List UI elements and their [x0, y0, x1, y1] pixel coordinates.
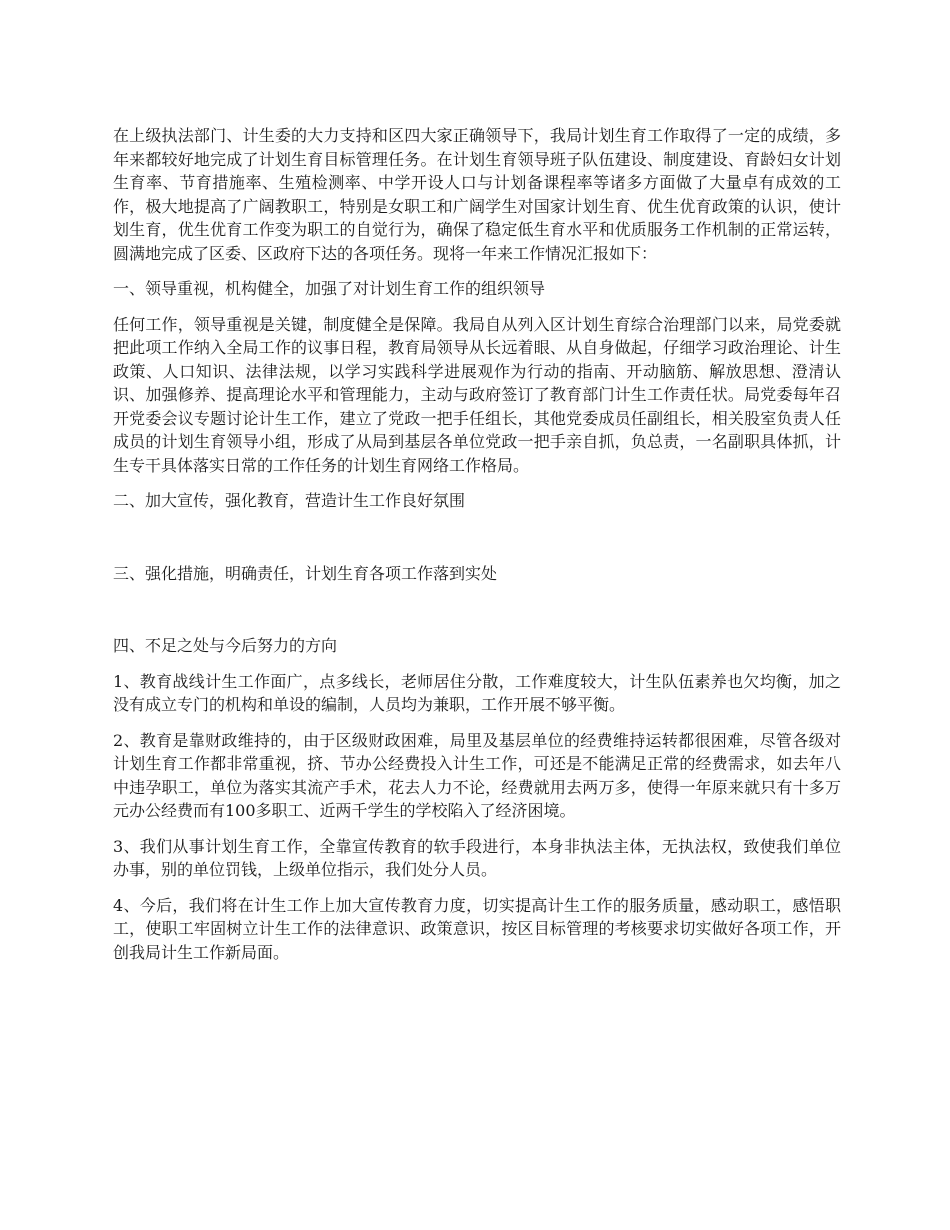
intro-paragraph: 在上级执法部门、计生委的大力支持和区四大家正确领导下，我局计划生育工作取得了一定的成绩，多年来都较好地完成了计划生育目标管理任务。在计划生育领导班子队伍建设、制度建设、育龄妇女计划生育率、节育措施率、生殖检测率、中学开设人口与计划备课程率等诸多方面做了大量卓有成效的工作，极大地提高了广阔教职工，特别是女职工和广阔学生对国家计划生育、优生优育政策的认识，使计划生育，优生优育工作变为职工的自觉行为，确保了稳定低生育水平和优质服务工作机制的正常运转，圆满地完成了区委、区政府下达的各项任务。现将一年来工作情况汇报如下： [113, 126, 841, 263]
section-1-paragraph: 任何工作，领导重视是关键，制度健全是保障。我局自从列入区计划生育综合治理部门以来，局党委就把此项工作纳入全局工作的议事日程，教育局领导从长远着眼、从自身做起，仔细学习政治理论、计生政策、人口知识、法律法规，以学习实践科学进展观作为行动的指南、开动脑筋、解放思想、澄清认识、加强修养、提高理论水平和管理能力，主动与政府签订了教育部门计生工作责任状。局党委每年召开党委会议专题讨论计生工作，建立了党政一把手任组长，其他党委成员任副组长，相关股室负责人任成员的计划生育领导小组，形成了从局到基层各单位党政一把手亲自抓，负总责，一名副职具体抓，计生专干具体落实日常的工作任务的计划生育网络工作格局。 [113, 314, 841, 475]
section-4-item-3: 3、我们从事计划生育工作，全靠宣传教育的软手段进行，本身非执法主体，无执法权，致使我们单位办事，别的单位罚钱，上级单位指示，我们处分人员。 [113, 836, 841, 879]
section-1-heading: 一、领导重视，机构健全，加强了对计划生育工作的组织领导 [113, 279, 546, 298]
section-3-heading: 三、强化措施，明确责任，计划生育各项工作落到实处 [113, 563, 498, 583]
section-4-heading: 四、不足之处与今后努力的方向 [113, 636, 338, 655]
section-2-heading: 二、加大宣传，强化教育，营造计生工作良好氛围 [113, 491, 466, 510]
section-4-item-1: 1、教育战线计生工作面广，点多线长，老师居住分散，工作难度较大，计生队伍素养也欠均衡，加之没有成立专门的机构和单设的编制，人员均为兼职，工作开展不够平衡。 [113, 671, 841, 714]
section-4-item-2: 2、教育是靠财政维持的，由于区级财政困难，局里及基层单位的经费维持运转都很困难，尽管各级对计划生育工作都非常重视，挤、节办公经费投入计生工作，可还是不能满足正常的经费需求，如去年八中违孕职工，单位为落实其流产手术，花去人力不论，经费就用去两万多，使得一年原来就只有十多万元办公经费而有100多职工、近两千学生的学校陷入了经济困境。 [113, 730, 841, 820]
section-2-spacer [113, 525, 841, 562]
section-3-spacer [113, 597, 841, 634]
document-body [113, 124, 841, 976]
section-4-item-4: 4、今后，我们将在计生工作上加大宣传教育力度，切实提高计生工作的服务质量，感动职工，感悟职工，使职工牢固树立计生工作的法律意识、政策意识，按区目标管理的考核要求切实做好各项工作，开创我局计生工作新局面。 [113, 895, 841, 962]
